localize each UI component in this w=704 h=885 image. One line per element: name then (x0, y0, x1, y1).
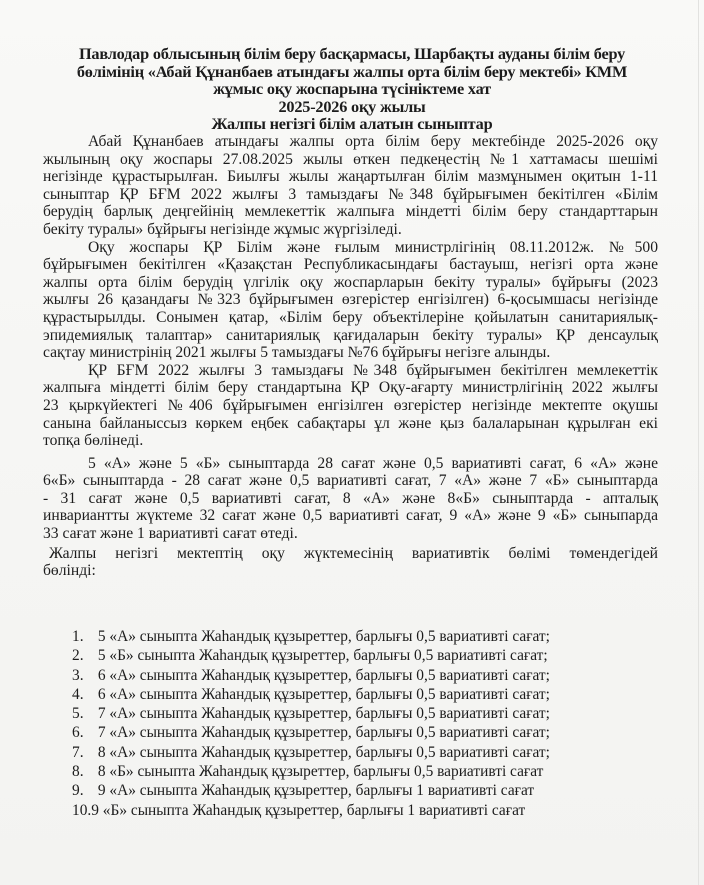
list-text: 7 «А» сыныпта Жаһандық құзыреттер, барлығы 0,5 вариативті сағат; (97, 724, 550, 742)
list-item (72, 801, 550, 820)
text-line: бөлінді: (43, 562, 96, 580)
text-line: 6«Б» сыныптарда - 28 сағат және 0,5 вариативті сағат, 7 «А» және 7 «Б» сыныптарда (43, 472, 658, 490)
list-text: 8 «Б» сыныпта Жаһандық құзыреттер, барлығы 0,5 вариативті сағат (97, 763, 544, 781)
list-item (72, 627, 550, 646)
list-item (72, 685, 550, 704)
list-item (72, 666, 550, 685)
text-line: жылғы 26 қазандағы №323 бұйрығымен өзгерістер енгізілген) 6-қосымшасы негізінде (43, 291, 658, 309)
list-text: 6 «А» сыныпта Жаһандық құзыреттер, барлығы 0,5 вариативті сағат; (97, 685, 550, 703)
paragraph-2 (43, 239, 658, 362)
list-text: 8 «А» сыныпта Жаһандық құзыреттер, барлығы 0,5 вариативті сағат; (97, 743, 550, 761)
header-line-section-title: Жалпы негізгі білім алатын сыныптар (211, 114, 493, 134)
document-body (43, 133, 658, 580)
text-line: жалпы орта білім берудің үлгілік оқу жоспарларын бекіту туралы» бұйрығы (2023 (43, 273, 658, 291)
text-line: - 31 сағат және 0,5 вариативті сағат, 8 «А» және 8«Б» сыныптарда - апталық (43, 489, 658, 507)
text-line: бекіту туралы» бұйрығы негізінде жұмыс жүргізіледі. (43, 220, 402, 238)
list-item (72, 762, 550, 781)
list-number: 3. (72, 666, 84, 684)
text-line: Абай Құнанбаев атындағы жалпы орта білім беру мектебінде 2025-2026 оқу (88, 133, 658, 150)
text-line: жалпыға міндетті білім беру стандартына ҚР Оқу-ағарту министрлігінің 2022 жылғы (43, 379, 658, 397)
header-line-organization: Павлодар облысының білім беру басқармасы, Шарбақты ауданы білім беру (78, 44, 626, 63)
list-number: 5. (72, 705, 84, 723)
text-line: 23 қыркүйектегі №406 бұйрығымен енгізілген өзгерістер негізінде мектепте оқушы (43, 396, 658, 414)
list-number: 8. (72, 763, 84, 781)
text-line: құрастырылды. Сонымен қатар, «Білім беру объектілеріне қойылатын санитариялық- (43, 308, 658, 326)
document-header (0, 45, 704, 133)
variative-hours-list (72, 627, 550, 820)
list-item (72, 646, 550, 665)
list-item (72, 781, 550, 800)
list-number: 2. (72, 647, 84, 665)
header-line-academic-year: 2025-2026 оқу жылы (278, 96, 426, 116)
list-text: 9 «А» сыныпта Жаһандық құзыреттер, барлығы 1 вариативті сағат (97, 782, 535, 800)
paragraph-5 (43, 545, 658, 580)
text-line: Оқу жоспары ҚР Білім және ғылым министрлігінің 08.11.2012ж. №500 (88, 238, 658, 256)
list-item (72, 743, 550, 762)
text-line: сыныптар ҚР БҒМ 2022 жылғы 3 тамыздағы №348 бұйрығымен бекітілген «Білім (43, 185, 658, 203)
text-line: Жалпы негізгі мектептің оқу жүктемесінің вариативтік бөлімі төмендегідей (49, 544, 658, 562)
text-line: эпидемиялық талаптар» санитариялық қағидаларын бекіту туралы» ҚР денсаулық (43, 326, 658, 344)
text-line: санына байланыссыз көркем еңбек сабақтары ұл және қыз балаларынан құрылған екі (43, 414, 658, 432)
text-line: жылының оқу жоспары 27.08.2025 жылы өткен педкеңестің №1 хаттамасы шешімі (43, 150, 658, 168)
paragraph-1 (43, 133, 658, 239)
paragraph-4 (43, 455, 658, 543)
list-number: 6. (72, 724, 84, 742)
list-number: 4. (72, 685, 84, 703)
list-item (72, 723, 550, 742)
text-line: ҚР БҒМ 2022 жылғы 3 тамыздағы №348 бұйрығымен бекітілген мемлекеттік (88, 361, 658, 379)
header-line-school: бөлімінің «Абай Құнанбаев атындағы жалпы орта білім беру мектебі» КММ (76, 61, 628, 81)
text-line: сақтау министрінің 2021 жылғы 5 тамыздағы №76 бұйрығы негізге алынды. (43, 344, 551, 362)
list-number: 1. (72, 628, 84, 645)
text-line: 33 сағат және 1 вариативті сағат өтеді. (43, 525, 298, 543)
text-line: инвариантты жүктеме 32 сағат және 0,5 вариативті сағат, 9 «А» және 9 «Б» сыныпарда (43, 507, 658, 525)
list-text: 9 «Б» сыныпта Жаһандық құзыреттер, барлығы 1 вариативті сағат (91, 801, 526, 819)
text-line: негізінде құрастырылған. Биылғы жылы жаңартылған білім мазмұнымен оқитын 1-11 (43, 168, 658, 186)
header-line-doc-title: жұмыс оқу жоспарына түсініктеме хат (213, 79, 491, 99)
text-line: топқа бөлінеді. (43, 432, 144, 450)
text-line: бұйрығымен бекітілген «Қазақстан Республикасындағы бастауыш, негізгі орта және (43, 256, 658, 274)
paragraph-3 (43, 362, 658, 450)
list-item (72, 704, 550, 723)
list-number: 9. (72, 782, 84, 800)
list-text: 5 «А» сыныпта Жаһандық құзыреттер, барлығы 0,5 вариативті сағат; (97, 628, 550, 645)
list-number: 7. (72, 743, 84, 761)
list-text: 5 «Б» сыныпта Жаһандық құзыреттер, барлығы 0,5 вариативті сағат; (97, 647, 548, 665)
list-number: 10. (72, 801, 92, 819)
text-line: 5 «А» және 5 «Б» сыныптарда 28 сағат және 0,5 вариативті сағат, 6 «А» және (88, 454, 658, 472)
list-text: 7 «А» сыныпта Жаһандық құзыреттер, барлығы 0,5 вариативті сағат; (97, 705, 550, 723)
list-text: 6 «А» сыныпта Жаһандық құзыреттер, барлығы 0,5 вариативті сағат; (97, 666, 550, 684)
text-line: берудің барлық деңгейінің мемлекеттік жалпыға міндетті білім беру стандарттарын (43, 203, 658, 221)
